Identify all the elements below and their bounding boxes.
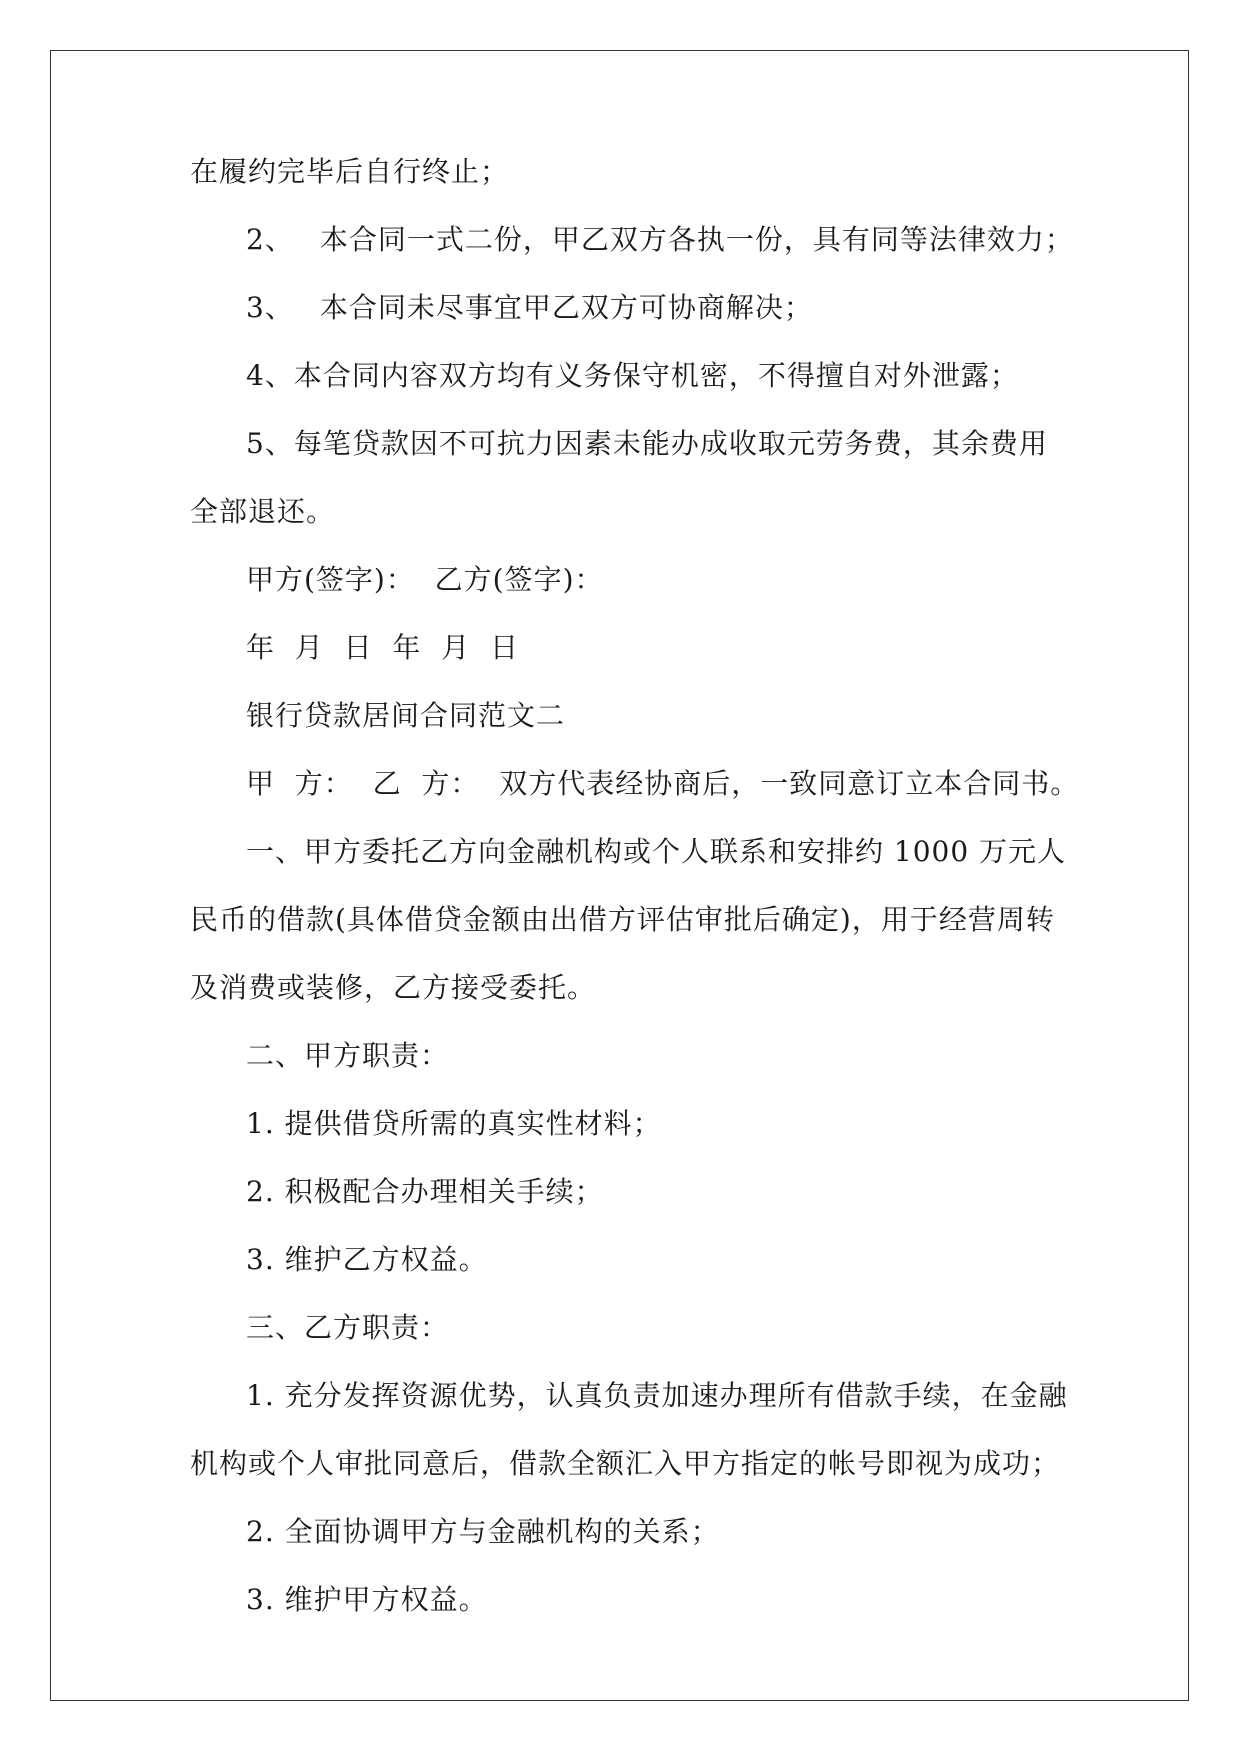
document-body: [190, 138, 1080, 1634]
section-heading: 二、甲方职责：: [246, 1039, 450, 1072]
paragraph-line: 及消费或装修，乙方接受委托。: [190, 971, 597, 1004]
parties-line: 甲 方： 乙 方： 双方代表经协商后，一致同意订立本合同书。: [246, 767, 1080, 800]
section-title: 银行贷款居间合同范文二: [246, 699, 566, 732]
paragraph-line: 在履约完毕后自行终止；: [190, 155, 510, 188]
date-line: 年 月 日 年 月 日: [246, 631, 520, 664]
paragraph-line: 机构或个人审批同意后，借款全额汇入甲方指定的帐号即视为成功；: [190, 1447, 1061, 1480]
paragraph-line: 民币的借款(具体借贷金额由出借方评估审批后确定)，用于经营周转: [190, 903, 1055, 936]
list-item: 2. 全面协调甲方与金融机构的关系；: [246, 1515, 720, 1548]
signature-line: 甲方(签字)： 乙方(签字)：: [246, 563, 604, 596]
paragraph-line: 一、甲方委托乙方向金融机构或个人联系和安排约 1000 万元人: [246, 835, 1067, 868]
paragraph-line: 5、每笔贷款因不可抗力因素未能办成收取元劳务费，其余费用: [246, 427, 1048, 460]
paragraph-line: 全部退还。: [190, 495, 336, 528]
list-item: 3. 维护甲方权益。: [246, 1583, 488, 1616]
list-item: 2. 积极配合办理相关手续；: [246, 1175, 604, 1208]
clause-number: 2、: [246, 223, 294, 256]
paragraph-line: [190, 206, 1074, 274]
paragraph-line: 4、本合同内容双方均有义务保守机密，不得擅自对外泄露；: [246, 359, 1019, 392]
paragraph-line: [190, 274, 1070, 342]
clause-text: 本合同未尽事宜甲乙双方可协商解决；: [319, 291, 813, 324]
section-heading: 三、乙方职责：: [246, 1311, 450, 1344]
clause-number: 3、: [246, 291, 294, 324]
list-item: 3. 维护乙方权益。: [246, 1243, 488, 1276]
list-item: 1. 充分发挥资源优势，认真负责加速办理所有借款手续，在金融: [246, 1379, 1068, 1412]
list-item: 1. 提供借贷所需的真实性材料；: [246, 1107, 662, 1140]
clause-text: 本合同一式二份，甲乙双方各执一份，具有同等法律效力；: [319, 223, 1074, 256]
